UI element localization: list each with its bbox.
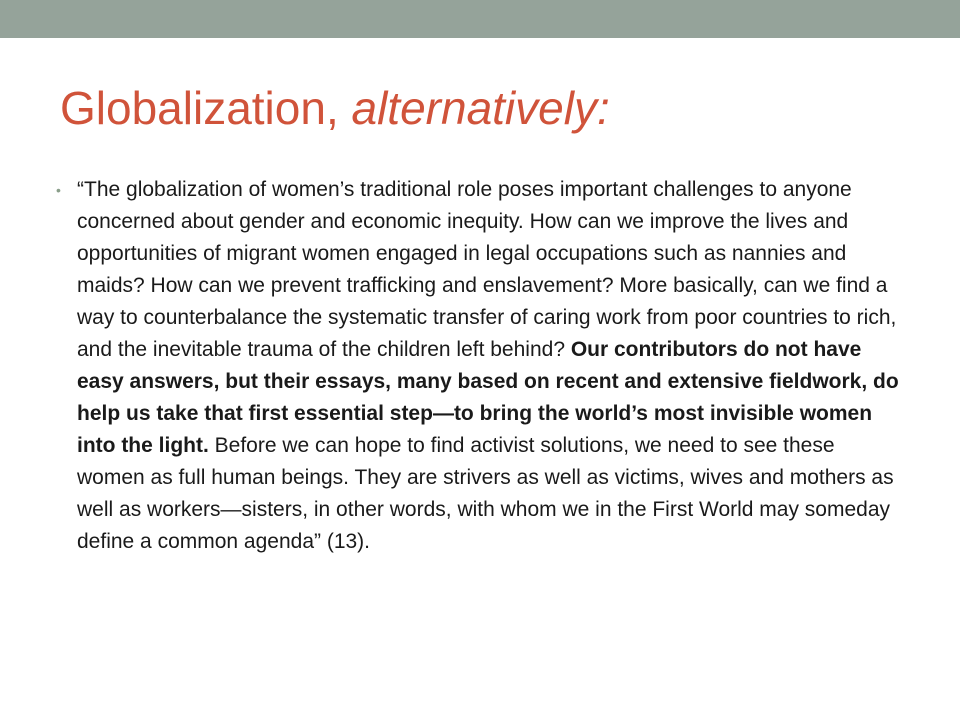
- title-alternatively: alternatively:: [351, 82, 610, 134]
- quote-bullet-item: [56, 174, 906, 558]
- body-bullet-list: [56, 174, 906, 558]
- quote-text-part2: Before we can hope to find activist solutions, we need to see these women as full human beings. They are strivers as well as victims, wives and mothers as well as workers—sisters, in other words, with whom we in the First World may someday define a common agenda” (13).: [77, 434, 894, 553]
- quote-text-part1: “The globalization of women’s traditional role poses important challenges to anyone concerned about gender and economic inequity. How can we improve the lives and opportunities of migrant women engaged in legal occupations such as nannies and maids? How can we prevent trafficking and enslavement? More basically, can we find a way to counterbalance the systematic transfer of caring work from poor countries to rich, and the inevitable trauma of the children left behind?: [77, 178, 897, 361]
- bullet-dot-icon: •: [56, 182, 61, 198]
- top-accent-band: [0, 0, 960, 38]
- slide-title: [60, 80, 920, 136]
- quote-text-bold: Our contributors do not have easy answers, but their essays, many based on recent and extensive fieldwork, do help us take that first essential step—to bring the world’s most invisible women into the light.: [77, 338, 899, 457]
- title-main: Globalization,: [60, 82, 352, 134]
